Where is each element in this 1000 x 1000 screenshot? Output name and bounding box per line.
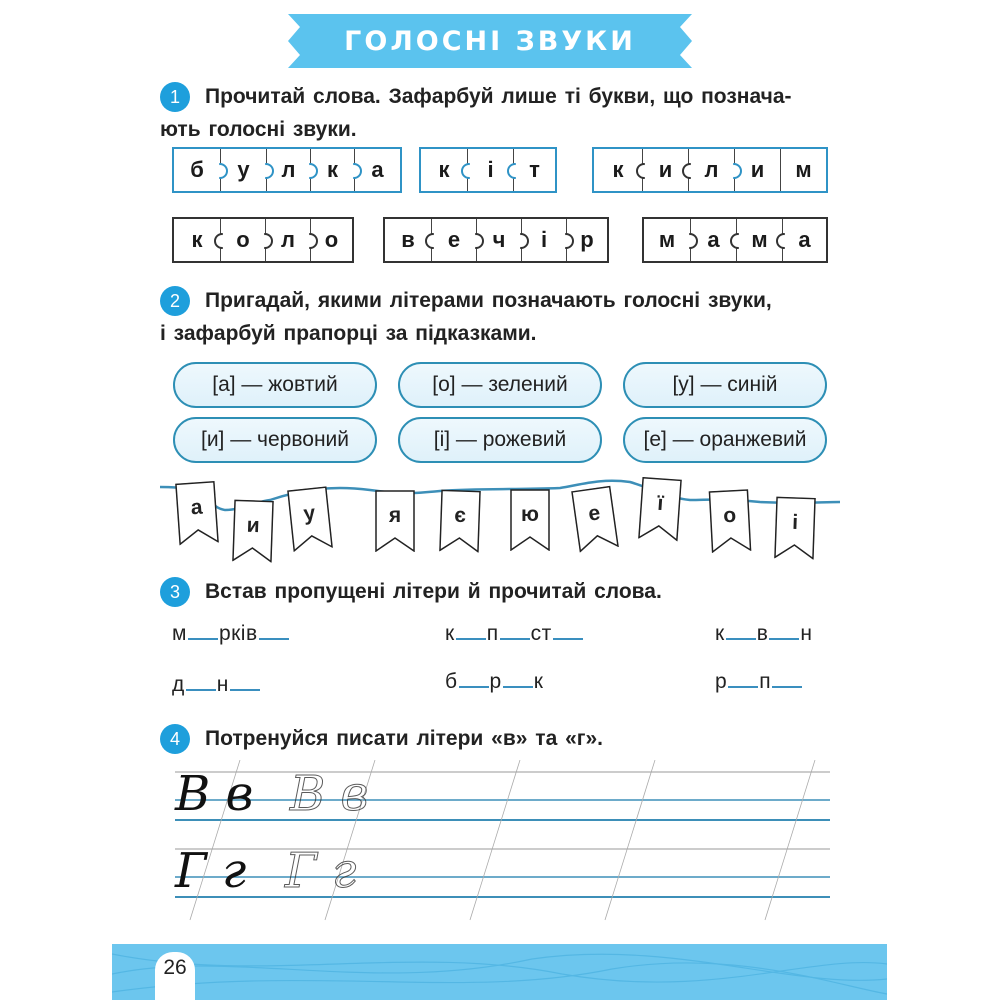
puzzle-piece[interactable]: к (310, 149, 354, 191)
puzzle-word-mama (642, 217, 828, 263)
blank-input[interactable] (459, 684, 489, 688)
puzzle-piece[interactable]: и (642, 149, 688, 191)
puzzle-piece[interactable]: в (401, 227, 415, 252)
fill-word-3[interactable]: к в н (715, 622, 813, 645)
puzzle-piece[interactable]: а (690, 219, 736, 261)
hint-pill-a: [а] — жовтий (173, 362, 377, 408)
writing-lines-icon (175, 760, 830, 930)
fill-word-2[interactable]: к п ст (445, 622, 584, 646)
puzzle-piece[interactable]: б (190, 157, 204, 182)
blank-input[interactable] (500, 636, 530, 640)
puzzle-tab-icon (636, 163, 652, 179)
blank-input[interactable] (503, 684, 533, 688)
puzzle-tab-icon (507, 163, 523, 179)
puzzle-word-kit (419, 147, 557, 193)
blank-input[interactable] (259, 636, 289, 640)
task-instruction (160, 284, 840, 350)
puzzle-piece[interactable]: т (513, 149, 555, 191)
trace-letters-v[interactable]: В в (290, 766, 369, 822)
puzzle-piece[interactable]: м (736, 219, 782, 261)
instruction-line-2: ють голосні звуки. (160, 118, 357, 141)
task-instruction: Потренуйся писати літери «в» та «г». (205, 727, 604, 750)
puzzle-tab-icon (730, 233, 746, 249)
flag-o[interactable]: о (708, 489, 751, 553)
blank-input[interactable] (186, 687, 216, 691)
footer-band (112, 944, 887, 1000)
puzzle-piece[interactable]: о (310, 219, 352, 261)
blank-input[interactable] (188, 636, 218, 640)
task-instruction (160, 80, 840, 146)
puzzle-piece[interactable]: к (191, 227, 203, 252)
task-number-badge: 1 (160, 82, 190, 112)
puzzle-piece[interactable]: а (354, 149, 400, 191)
puzzle-piece[interactable]: л (266, 149, 310, 191)
hint-pill-y: [и] — червоний (173, 417, 377, 463)
puzzle-tab-icon (425, 233, 441, 249)
puzzle-piece[interactable]: р (566, 219, 607, 261)
flag-yu[interactable]: ю (510, 489, 550, 551)
blank-input[interactable] (728, 684, 758, 688)
task-number-badge: 2 (160, 286, 190, 316)
puzzle-piece[interactable]: у (220, 149, 266, 191)
puzzle-word-kolo (172, 217, 354, 263)
puzzle-piece[interactable]: м (658, 227, 676, 252)
puzzle-piece[interactable]: і (521, 219, 566, 261)
page-title: ГОЛОСНІ ЗВУКИ (344, 25, 636, 57)
flag-i[interactable]: і (774, 496, 816, 559)
puzzle-piece[interactable]: и (734, 149, 780, 191)
instruction-line-1: Пригадай, якими літерами позначають голосні звуки, (205, 289, 772, 312)
task-2 (160, 284, 840, 350)
puzzle-word-vechir (383, 217, 609, 263)
puzzle-word-bulka (172, 147, 402, 193)
puzzle-tab-icon (682, 163, 698, 179)
instruction-line-1: Прочитай слова. Зафарбуй лише ті букви, що познача- (205, 85, 792, 108)
puzzle-piece[interactable]: к (438, 157, 450, 182)
puzzle-word-kylym (592, 147, 828, 193)
task-instruction: Встав пропущені літери й прочитай слова. (205, 580, 662, 603)
flag-garland (160, 470, 840, 570)
hint-pill-e: [е] — оранжевий (623, 417, 827, 463)
puzzle-tab-icon (776, 233, 792, 249)
flag-a[interactable]: а (175, 481, 219, 546)
flag-yi[interactable]: ї (638, 477, 682, 542)
blank-input[interactable] (230, 687, 260, 691)
puzzle-tab-icon (461, 163, 477, 179)
puzzle-piece[interactable]: о (220, 219, 265, 261)
hint-pill-i: [і] — рожевий (398, 417, 602, 463)
puzzle-piece[interactable]: л (265, 219, 310, 261)
puzzle-piece[interactable]: м (780, 149, 826, 191)
blank-input[interactable] (772, 684, 802, 688)
fill-word-1[interactable]: м рків (172, 622, 290, 646)
fill-word-4[interactable]: д н (172, 673, 261, 697)
flag-ye[interactable]: є (439, 489, 481, 552)
hint-pill-u: [у] — синій (623, 362, 827, 408)
flag-y[interactable]: и (232, 499, 274, 562)
sample-letters-h: Г г (175, 843, 247, 899)
task-3 (160, 575, 840, 608)
puzzle-piece[interactable]: ч (476, 219, 521, 261)
wave-pattern-icon (112, 944, 887, 1000)
page-number: 26 (155, 952, 195, 1000)
puzzle-tab-icon (214, 233, 230, 249)
puzzle-piece[interactable]: а (782, 219, 826, 261)
blank-input[interactable] (553, 636, 583, 640)
trace-letters-h[interactable]: Г г (285, 843, 357, 899)
blank-input[interactable] (456, 636, 486, 640)
fill-word-5[interactable]: б р к (445, 670, 544, 693)
puzzle-piece[interactable]: і (467, 149, 513, 191)
flag-e[interactable]: е (571, 486, 619, 553)
task-4 (160, 722, 840, 755)
hint-pill-o: [о] — зелений (398, 362, 602, 408)
fill-word-6[interactable]: р п (715, 670, 803, 694)
flag-u[interactable]: у (287, 486, 333, 552)
title-ribbon (288, 14, 692, 68)
puzzle-piece[interactable]: л (688, 149, 734, 191)
task-number-badge: 4 (160, 724, 190, 754)
blank-input[interactable] (769, 636, 799, 640)
task-1 (160, 80, 840, 146)
puzzle-piece[interactable]: е (431, 219, 476, 261)
flag-ya[interactable]: я (375, 490, 415, 552)
sample-letters-v: В в (175, 766, 254, 822)
instruction-line-2: і зафарбуй прапорці за підказками. (160, 322, 537, 345)
blank-input[interactable] (726, 636, 756, 640)
task-number-badge: 3 (160, 577, 190, 607)
handwriting-practice-area[interactable] (175, 760, 830, 920)
puzzle-piece[interactable]: к (612, 157, 624, 182)
